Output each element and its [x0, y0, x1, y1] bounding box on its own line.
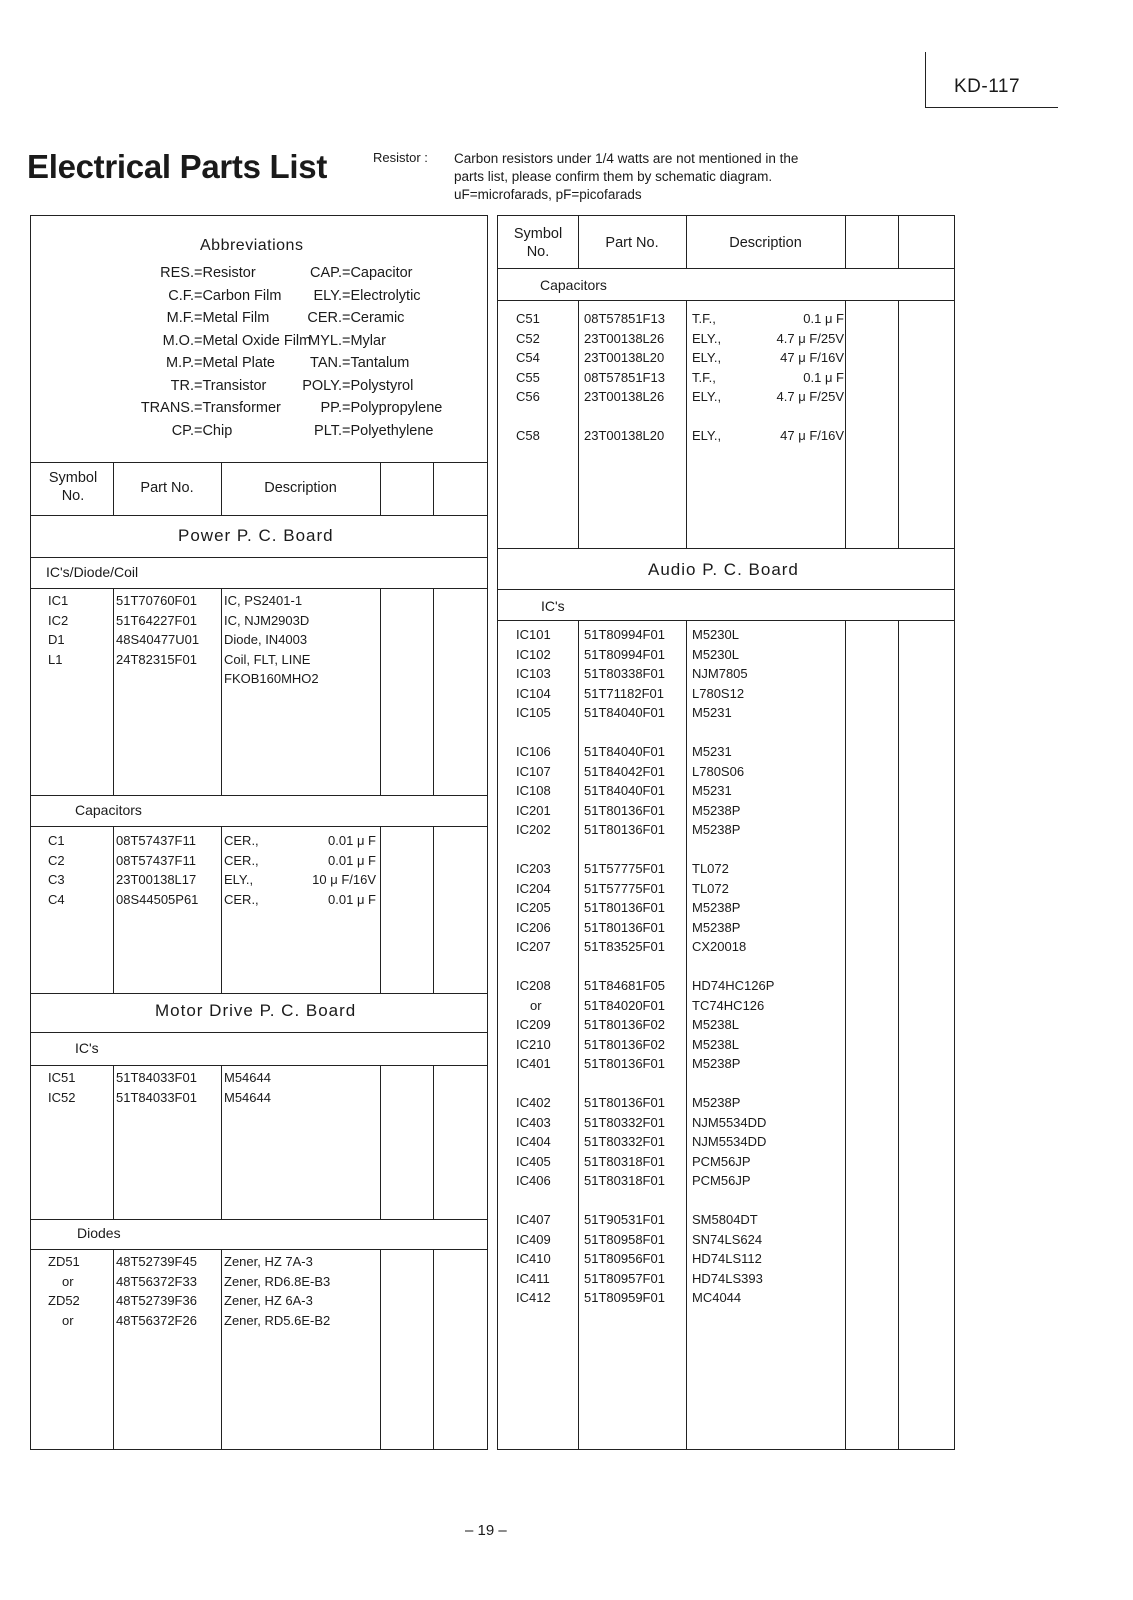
cell-desc: SM5804DT: [692, 1212, 758, 1227]
cell-desc: M5238P: [692, 822, 741, 837]
subsection-audio-ics: IC's: [541, 598, 565, 614]
cell-part: 08T57437F11: [116, 852, 196, 868]
cell-part: 51T84040F01: [584, 783, 665, 798]
cell-sym: IC201: [516, 802, 551, 818]
cell-desc: M54644: [224, 1070, 271, 1085]
cell-sym: IC206: [516, 919, 551, 935]
cell-part: 23T00138L20: [584, 428, 665, 443]
cell-val: 0.01 μ F: [328, 891, 376, 907]
col-line: [221, 1249, 222, 1449]
cell-sym: C2: [48, 852, 65, 868]
col-line: [433, 588, 434, 795]
col-symbol-header: Symbol No.: [513, 226, 563, 260]
cell-desc: TC74HC126: [692, 997, 765, 1013]
cell-sym: IC403: [516, 1114, 551, 1130]
cell-val: 0.01 μ F: [328, 852, 376, 868]
abbreviation-item: POLY.=Polystyrol: [302, 377, 414, 394]
cell-part: 08T57437F11: [116, 833, 196, 848]
cell-part: 24T82315F01: [116, 651, 197, 667]
cell-sym: C55: [516, 369, 540, 385]
cell-desc: HD74HC126P: [692, 978, 775, 993]
cell-sym: IC207: [516, 939, 551, 954]
divider: [30, 1065, 488, 1066]
cell-part: 51T70760F01: [116, 593, 197, 608]
abbreviation-item: C.F.=Carbon Film: [168, 287, 282, 304]
cell-part: 08S44505P61: [116, 891, 199, 907]
cell-desc: L780S06: [692, 763, 745, 779]
cell-val: 0.1 μ F: [803, 369, 844, 385]
divider: [30, 1249, 488, 1250]
cell-part: 08T57851F13: [584, 369, 665, 385]
cell-desc: NJM5534DD: [692, 1134, 767, 1149]
abbreviation-item: RES.=Resistor: [160, 265, 256, 281]
cell-sym: or: [530, 997, 542, 1013]
cell-part: 51T84040F01: [584, 744, 665, 759]
col-part-header: Part No.: [605, 235, 659, 251]
cell-sym: IC208: [516, 978, 551, 993]
cell-part: 51T80332F01: [584, 1134, 665, 1149]
cell-desc: IC, PS2401-1: [224, 593, 303, 608]
cell-sym: C1: [48, 833, 65, 848]
cell-part: 51T84042F01: [584, 763, 665, 779]
col-desc-header: Description: [264, 480, 337, 496]
cell-desc: HD74LS393: [692, 1270, 763, 1286]
abbreviation-item: PLT.=Polyethylene: [314, 422, 434, 439]
cell-sym: C52: [516, 330, 540, 346]
cell-desc: ELY.,: [692, 389, 722, 404]
cell-part: 48T56372F33: [116, 1273, 197, 1289]
page-title: Electrical Parts List: [27, 148, 328, 185]
cell-sym: IC405: [516, 1153, 551, 1169]
cell-part: 23T00138L26: [584, 389, 665, 404]
col-line: [433, 1249, 434, 1449]
cell-sym: or: [62, 1312, 74, 1328]
subsection-ics-diode-coil: IC's/Diode/Coil: [46, 564, 139, 580]
cell-sym: IC210: [516, 1036, 551, 1052]
cell-sym: IC104: [516, 685, 551, 701]
cell-sym: IC108: [516, 783, 551, 798]
col-line: [898, 215, 899, 268]
cell-sym: C3: [48, 872, 65, 887]
cell-part: 51T80318F01: [584, 1173, 665, 1188]
cell-desc: Zener, RD6.8E-B3: [224, 1273, 331, 1289]
cell-sym: C4: [48, 891, 65, 907]
cell-sym: ZD52: [48, 1293, 80, 1308]
cell-desc: MC4044: [692, 1290, 742, 1305]
cell-part: 51T80959F01: [584, 1290, 665, 1305]
abbreviation-item: MYL.=Mylar: [308, 332, 386, 349]
cell-desc: M54644: [224, 1089, 271, 1105]
cell-part: 51T84040F01: [584, 705, 665, 720]
cell-val: 47 μ F/16V: [780, 428, 844, 443]
cell-desc: Zener, RD5.6E-B2: [224, 1312, 331, 1328]
col-line: [578, 620, 579, 1449]
subsection-capacitors: Capacitors: [75, 802, 142, 818]
subsection-motor-ics: IC's: [75, 1040, 99, 1056]
cell-part: 51T80338F01: [584, 666, 665, 681]
cell-sym: IC209: [516, 1017, 551, 1032]
cell-part: 51T90531F01: [584, 1212, 665, 1227]
note-line-3: uF=microfarads, pF=picofarads: [454, 187, 642, 202]
cell-val: 47 μ F/16V: [780, 350, 844, 365]
cell-desc: CX20018: [692, 939, 747, 954]
cell-sym: IC107: [516, 763, 551, 779]
divider: [30, 1032, 488, 1033]
cell-part: 51T80136F01: [584, 802, 665, 818]
abbreviations-title: Abbreviations: [200, 237, 304, 254]
col-symbol-header: Symbol No.: [48, 470, 98, 504]
cell-part: 08T57851F13: [584, 311, 665, 326]
cell-part: 51T80136F01: [584, 900, 665, 915]
cell-sym: IC410: [516, 1251, 551, 1266]
cell-sym: IC203: [516, 861, 551, 876]
cell-part: 51T80958F01: [584, 1231, 665, 1247]
cell-desc: M5231: [692, 705, 732, 720]
cell-desc: Zener, HZ 7A-3: [224, 1254, 313, 1269]
section-audio-board: Audio P. C. Board: [648, 560, 799, 579]
cell-part: 51T80994F01: [584, 627, 665, 642]
cell-sym: L1: [48, 651, 63, 667]
cell-val: 4.7 μ F/25V: [776, 389, 844, 404]
cell-sym: or: [62, 1273, 74, 1289]
col-line: [221, 1065, 222, 1219]
cell-sym: IC1: [48, 593, 69, 608]
cell-part: 23T00138L26: [584, 330, 665, 346]
cell-sym: IC406: [516, 1173, 551, 1188]
cell-desc: M5238L: [692, 1017, 739, 1032]
cell-desc: L780S12: [692, 685, 745, 701]
cell-sym: IC52: [48, 1089, 76, 1105]
cell-desc: Coil, FLT, LINE: [224, 651, 311, 667]
cell-part: 51T57775F01: [584, 861, 665, 876]
note-label: Resistor :: [373, 150, 428, 165]
cell-desc: CER.,: [224, 852, 259, 868]
cell-desc: PCM56JP: [692, 1173, 751, 1188]
cell-desc: M5238P: [692, 1056, 741, 1071]
cell-part: 51T80957F01: [584, 1270, 665, 1286]
cell-sym: C51: [516, 311, 540, 326]
cell-part: 51T80136F02: [584, 1017, 665, 1032]
cell-desc: CER.,: [224, 833, 259, 848]
cell-part: 48T56372F26: [116, 1312, 197, 1328]
abbreviation-item: ELY.=Electrolytic: [313, 287, 421, 304]
col-line: [113, 1249, 114, 1449]
cell-desc: T.F.,: [692, 369, 716, 385]
divider: [30, 515, 488, 516]
cell-desc: T.F.,: [692, 311, 716, 326]
cell-part: 51T84020F01: [584, 997, 665, 1013]
col-line: [221, 826, 222, 993]
abbreviation-item: TRANS.=Transformer: [140, 400, 281, 416]
cell-sym: IC205: [516, 900, 551, 915]
col-part-header: Part No.: [140, 480, 194, 496]
cell-part: 51T80956F01: [584, 1251, 665, 1266]
cell-val: 0.01 μ F: [328, 833, 376, 848]
note-text: [454, 150, 924, 204]
cell-val: 0.1 μ F: [803, 311, 844, 326]
cell-sym: IC102: [516, 646, 551, 662]
section-power-board: Power P. C. Board: [178, 526, 334, 545]
col-desc-header: Description: [729, 235, 802, 251]
cell-part: 51T84033F01: [116, 1070, 197, 1085]
cell-part: 51T80318F01: [584, 1153, 665, 1169]
cell-desc: M5230L: [692, 646, 739, 662]
cell-desc: ELY.,: [692, 350, 722, 365]
col-line: [578, 300, 579, 548]
cell-sym: IC51: [48, 1070, 76, 1085]
cell-part: 51T83525F01: [584, 939, 665, 954]
cell-desc: TL072: [692, 880, 729, 896]
col-line: [433, 462, 434, 515]
cell-part: 48T52739F45: [116, 1254, 197, 1269]
cell-desc: SN74LS624: [692, 1231, 763, 1247]
divider: [497, 268, 955, 269]
cell-sym: IC409: [516, 1231, 551, 1247]
cell-desc: M5238P: [692, 802, 741, 818]
cell-part: 51T71182F01: [584, 685, 664, 701]
col-line: [113, 1065, 114, 1219]
subsection-diodes: Diodes: [77, 1225, 121, 1241]
cell-part: 51T84033F01: [116, 1089, 197, 1105]
abbreviation-item: M.F.=Metal Film: [166, 310, 270, 326]
abbreviation-item: CER.=Ceramic: [307, 310, 405, 326]
cell-part: 23T00138L17: [116, 872, 197, 887]
cell-desc: M5231: [692, 783, 732, 798]
cell-sym: IC204: [516, 880, 551, 896]
col-line: [845, 620, 846, 1449]
abbreviation-item: M.O.=Metal Oxide Film: [162, 332, 312, 349]
cell-desc: M5238L: [692, 1036, 739, 1052]
cell-sym: IC105: [516, 705, 551, 720]
divider: [30, 557, 488, 558]
cell-desc: ELY.,: [692, 330, 722, 346]
page-number: – 19 –: [465, 1522, 507, 1539]
cell-part: 51T80136F01: [584, 919, 665, 935]
cell-part: 51T80136F01: [584, 822, 665, 837]
cell-val: 4.7 μ F/25V: [776, 330, 844, 346]
abbreviation-item: PP.=Polypropylene: [320, 400, 443, 416]
cell-part: 51T80136F01: [584, 1095, 665, 1110]
cell-sym: ZD51: [48, 1254, 80, 1269]
col-line: [380, 826, 381, 993]
cell-sym: IC411: [516, 1270, 550, 1286]
cell-desc: M5231: [692, 744, 732, 759]
model-number: KD-117: [954, 76, 1021, 97]
abbreviation-item: CP.=Chip: [171, 422, 233, 439]
cell-part: 51T64227F01: [116, 612, 197, 628]
col-line: [221, 588, 222, 795]
cell-sym: IC404: [516, 1134, 551, 1149]
col-line: [380, 1249, 381, 1449]
cell-sym: IC101: [516, 627, 551, 642]
col-line: [380, 1065, 381, 1219]
cell-desc: NJM7805: [692, 666, 748, 681]
cell-sym: IC412: [516, 1290, 551, 1305]
cell-sym: C54: [516, 350, 540, 365]
col-line: [686, 300, 687, 548]
cell-val: 10 μ F/16V: [312, 872, 376, 887]
col-line: [898, 620, 899, 1449]
cell-desc: ELY.,: [224, 872, 254, 887]
note-line-2: parts list, please confirm them by schematic diagram.: [454, 169, 773, 184]
cell-desc: Diode, IN4003: [224, 632, 308, 647]
cell-desc: TL072: [692, 861, 729, 876]
divider: [30, 1219, 488, 1220]
cell-sym: IC2: [48, 612, 69, 628]
abbreviation-item: M.P.=Metal Plate: [166, 355, 275, 371]
cell-desc: Zener, HZ 6A-3: [224, 1293, 313, 1308]
cell-desc: HD74LS112: [692, 1251, 762, 1266]
divider: [30, 588, 488, 589]
cell-sym: IC402: [516, 1095, 551, 1110]
cell-desc: NJM5534DD: [692, 1114, 767, 1130]
cell-desc: M5238P: [692, 900, 741, 915]
divider: [497, 620, 955, 621]
cell-desc: M5230L: [692, 627, 739, 642]
cell-part: 48S40477U01: [116, 632, 200, 647]
abbreviation-item: TAN.=Tantalum: [310, 355, 410, 371]
cell-part: 48T52739F36: [116, 1293, 197, 1308]
cell-sym: IC202: [516, 822, 551, 837]
cell-sym: C56: [516, 389, 540, 404]
cell-desc: M5238P: [692, 919, 741, 935]
divider: [30, 795, 488, 796]
col-line: [898, 300, 899, 548]
cell-part: 51T80136F01: [584, 1056, 665, 1071]
cell-part: 51T84681F05: [584, 978, 665, 993]
cell-part: 51T80332F01: [584, 1114, 665, 1130]
cell-part: 51T80994F01: [584, 646, 665, 662]
cell-desc: FKOB160MHO2: [224, 671, 319, 686]
divider: [30, 826, 488, 827]
divider: [497, 589, 955, 590]
cell-part: 51T57775F01: [584, 880, 665, 896]
col-line: [845, 300, 846, 548]
model-box: [925, 52, 1058, 108]
divider: [30, 462, 488, 463]
col-line: [433, 826, 434, 993]
col-line: [113, 588, 114, 795]
cell-sym: D1: [48, 632, 65, 647]
col-line: [380, 588, 381, 795]
note-line-1: Carbon resistors under 1/4 watts are not mentioned in the: [454, 151, 799, 166]
abbreviation-item: CAP.=Capacitor: [310, 265, 413, 281]
section-motor-drive-board: Motor Drive P. C. Board: [155, 1001, 357, 1020]
cell-sym: IC106: [516, 744, 551, 759]
cell-part: 23T00138L20: [584, 350, 665, 365]
cell-sym: IC103: [516, 666, 551, 681]
cell-sym: IC401: [516, 1056, 551, 1071]
divider: [497, 300, 955, 301]
cell-desc: IC, NJM2903D: [224, 612, 310, 628]
col-line: [113, 826, 114, 993]
cell-sym: IC407: [516, 1212, 551, 1227]
col-line: [686, 620, 687, 1449]
col-line: [845, 215, 846, 268]
divider: [30, 993, 488, 994]
cell-desc: PCM56JP: [692, 1153, 751, 1169]
abbreviation-item: TR.=Transistor: [170, 377, 267, 394]
cell-sym: C58: [516, 428, 540, 443]
subsection-capacitors: Capacitors: [540, 277, 607, 293]
cell-part: 51T80136F02: [584, 1036, 665, 1052]
col-line: [380, 462, 381, 515]
col-line: [433, 1065, 434, 1219]
divider: [497, 548, 955, 549]
cell-desc: ELY.,: [692, 428, 722, 443]
cell-desc: M5238P: [692, 1095, 741, 1110]
cell-desc: CER.,: [224, 891, 259, 907]
